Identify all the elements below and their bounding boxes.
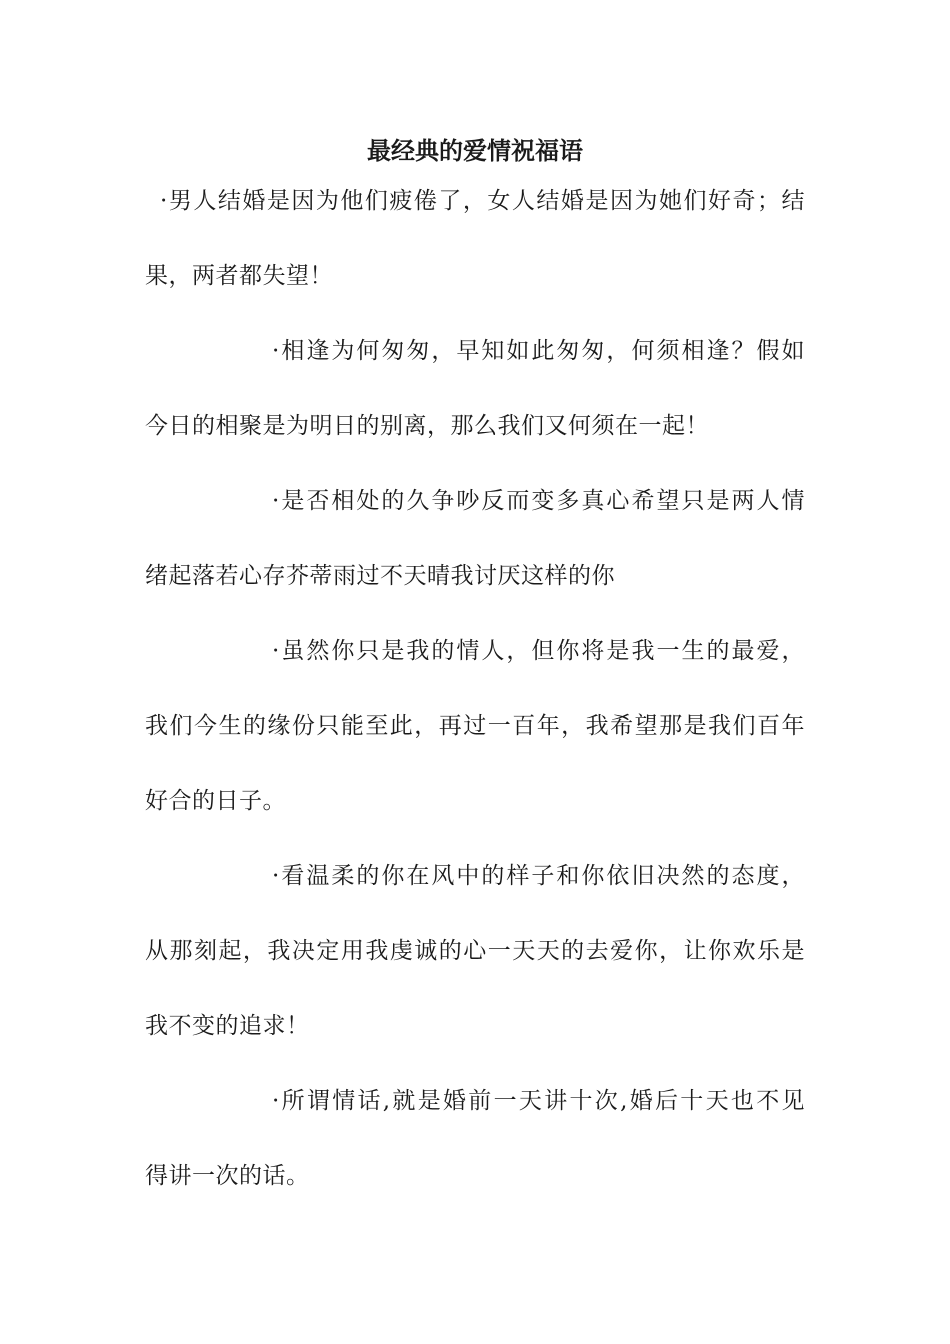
paragraph-4-line-1: ·虽然你只是我的情人，但你将是我一生的最爱， <box>272 638 805 664</box>
paragraph-6-line-2: 得讲一次的话。 <box>145 1163 310 1189</box>
paragraph-2-line-1: ·相逢为何匆匆，早知如此匆匆，何须相逢？假如 <box>272 338 805 364</box>
document-title: 最经典的爱情祝福语 <box>367 136 583 165</box>
paragraph-4-line-3: 好合的日子。 <box>145 788 286 814</box>
paragraph-1-line-2: 果，两者都失望！ <box>145 263 333 289</box>
paragraph-4-line-2: 我们今生的缘份只能至此，再过一百年，我希望那是我们百年 <box>145 713 805 739</box>
paragraph-2-line-2: 今日的相聚是为明日的别离，那么我们又何须在一起！ <box>145 413 709 439</box>
paragraph-3-line-1: ·是否相处的久争吵反而变多真心希望只是两人情 <box>272 488 805 514</box>
paragraph-5-line-2: 从那刻起，我决定用我虔诚的心一天天的去爱你，让你欢乐是 <box>145 938 805 964</box>
paragraph-6-line-1: ·所谓情话,就是婚前一天讲十次,婚后十天也不见 <box>272 1088 805 1114</box>
paragraph-5-line-3: 我不变的追求！ <box>145 1013 310 1039</box>
paragraph-3-line-2: 绪起落若心存芥蒂雨过不天晴我讨厌这样的你 <box>145 563 615 589</box>
paragraph-1-line-1: ·男人结婚是因为他们疲倦了，女人结婚是因为她们好奇；结 <box>160 188 805 214</box>
paragraph-5-line-1: ·看温柔的你在风中的样子和你依旧决然的态度， <box>272 863 805 889</box>
